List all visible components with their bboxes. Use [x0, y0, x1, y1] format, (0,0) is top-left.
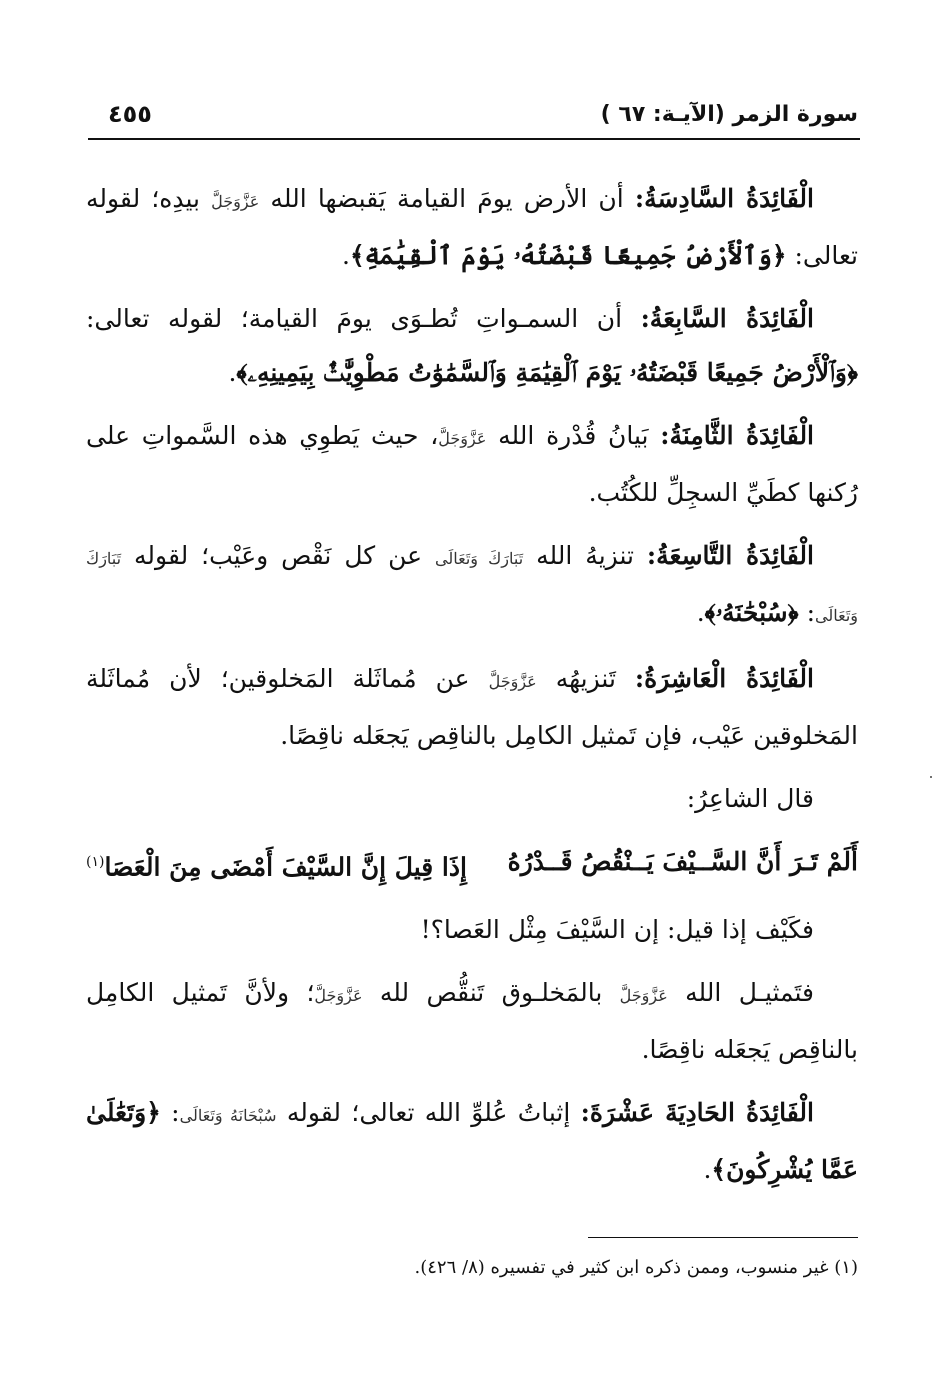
sentence-end: . — [703, 1155, 712, 1185]
benefit-9-term: الْفَائِدَةُ التَّاسِعَةُ: — [646, 541, 814, 570]
benefit-11-text-b: : — [160, 1098, 180, 1128]
surah-header-title: سورة الزمر (الآيـة: ٦٧ ) — [600, 101, 858, 127]
benefit-6-term: الْفَائِدَةُ السَّادِسَةُ: — [634, 184, 814, 213]
honorific: تَبَارَكَ وَتَعَالَى — [86, 549, 858, 625]
conclusion-text-b: بالمَخلـوق تَنقُّص لله — [362, 978, 620, 1008]
scan-speck — [930, 776, 932, 778]
benefit-9-text-a: تنزيهُ الله — [523, 541, 647, 570]
benefit-9-paragraph — [86, 529, 858, 643]
conclusion-text-a: فتَمثيـل الله — [667, 978, 814, 1008]
page-number: ٤٥٥ — [108, 100, 152, 128]
honorific: سُبْحَانَهُ وَتَعَالَى — [179, 1106, 277, 1126]
sentence-end: . — [228, 358, 237, 387]
verse-second-text: إِذَا قِيلَ إِنَّ السَّيْفَ أَمْضَى مِنَ الْعَصَا — [104, 852, 467, 882]
benefit-10-term: الْفَائِدَةُ الْعَاشِرَةُ: — [634, 664, 814, 693]
poet-intro: قال الشاعِرُ: — [686, 784, 814, 813]
footnote: (١) غير منسوب، وممن ذكره ابن كثير في تفسيره (٨/ ٤٢٦). — [414, 1257, 858, 1278]
quran-quote: ﴿وَٱلْأَرْضُ جَمِيعًا قَبْضَتُهُۥ يَوْمَ ٱلْقِيَٰمَةِ وَٱلسَّمَٰوَٰتُ مَطْوِيَّٰتٌۢ بِيَمِينِهِۦ﴾ — [236, 358, 858, 387]
honorific: عَزَّوَجَلَّ — [314, 986, 363, 1006]
footnote-divider — [588, 1237, 858, 1238]
running-header — [108, 96, 858, 132]
conclusion-paragraph — [86, 966, 858, 1077]
benefit-11-term: الْفَائِدَةُ الحَادِيَةَ عَشْرَةَ: — [580, 1098, 814, 1128]
benefit-8-text-b: ، حيث يَطوِي هذه السَّمواتِ على رُكنها كطَيِّ السجِلِّ للكُتُب. — [86, 421, 858, 507]
benefit-10-paragraph — [86, 652, 858, 763]
conclusion-text-c: ؛ ولأنَّ تَمثيل الكامِل بالناقِص يَجعَله ناقِصًا. — [86, 978, 858, 1065]
benefit-6-text-a: أن الأرض يومَ القيامة يَقبضها الله — [259, 184, 635, 213]
benefit-10-text-b: عن مُماثَلة المَخلوقين؛ لأن مُماثَلة المَخلوقين عَيْب، فإن تَمثيل الكامِل بالناقِص يَجعَله ناقِصًا. — [86, 664, 858, 750]
benefit-7-paragraph — [86, 292, 858, 400]
quran-quote: ﴿سُبْحَٰنَهُۥ﴾ — [704, 598, 799, 627]
header-divider — [88, 138, 860, 140]
verse-second-hemistich — [86, 835, 467, 894]
honorific: عَزَّوَجَلَّ — [488, 672, 537, 691]
honorific: عَزَّوَجَلَّ — [619, 986, 668, 1006]
sentence-end: . — [696, 598, 705, 627]
page-body — [86, 172, 858, 1206]
benefit-9-text-c: : — [798, 598, 816, 627]
question-paragraph: فكَيْف إذا قيل: إن السَّيْفَ مِثْل العَصا؟! — [420, 915, 814, 945]
poetry-verse — [86, 835, 858, 894]
benefit-7-term: الْفَائِدَةُ السَّابِعَةُ: — [640, 304, 814, 333]
benefit-10-text-a: تَنزيهُه — [536, 664, 635, 693]
benefit-6-text-b: بيدِه؛ لقوله تعالى: — [86, 184, 858, 270]
verse-first-hemistich: أَلَمْ تَـرَ أَنَّ السَّــيْفَ يَــنْقُصُ قَــدْرُهُ — [507, 847, 858, 876]
honorific: تَبَارَكَ وَتَعَالَى — [435, 549, 524, 568]
honorific: عَزَّوَجَلَّ — [211, 192, 260, 211]
benefit-11-text-a: إثباتُ عُلوِّ الله تعالى؛ لقوله — [276, 1098, 581, 1128]
benefit-9-text-b: عن كل نَقْص وعَيْب؛ لقوله — [121, 541, 436, 570]
footnote-reference[interactable]: (١) — [86, 854, 105, 870]
benefit-8-text-a: بَيانُ قُدْرة الله — [486, 421, 661, 450]
quran-quote: ﴿وَتَعَٰلَىٰ عَمَّا يُشْرِكُونَ﴾ — [86, 1098, 858, 1185]
benefit-11-paragraph — [86, 1086, 858, 1197]
benefit-8-term: الْفَائِدَةُ الثَّامِنَةُ: — [660, 421, 815, 450]
benefit-7-text-a: أن السمـواتِ تُطـوَى يومَ القيامة؛ لقوله تعالى: — [86, 304, 641, 333]
benefit-8-paragraph — [86, 409, 858, 520]
quran-quote: ﴿وَٱلْأَرْضُ جَمِيعًا قَبْضَتُهُۥ يَوْمَ ٱلْقِيَٰمَةِ﴾ — [349, 241, 787, 270]
honorific: عَزَّوَجَلَّ — [438, 429, 487, 448]
sentence-end: . — [342, 241, 350, 270]
benefit-6-paragraph — [86, 172, 858, 283]
